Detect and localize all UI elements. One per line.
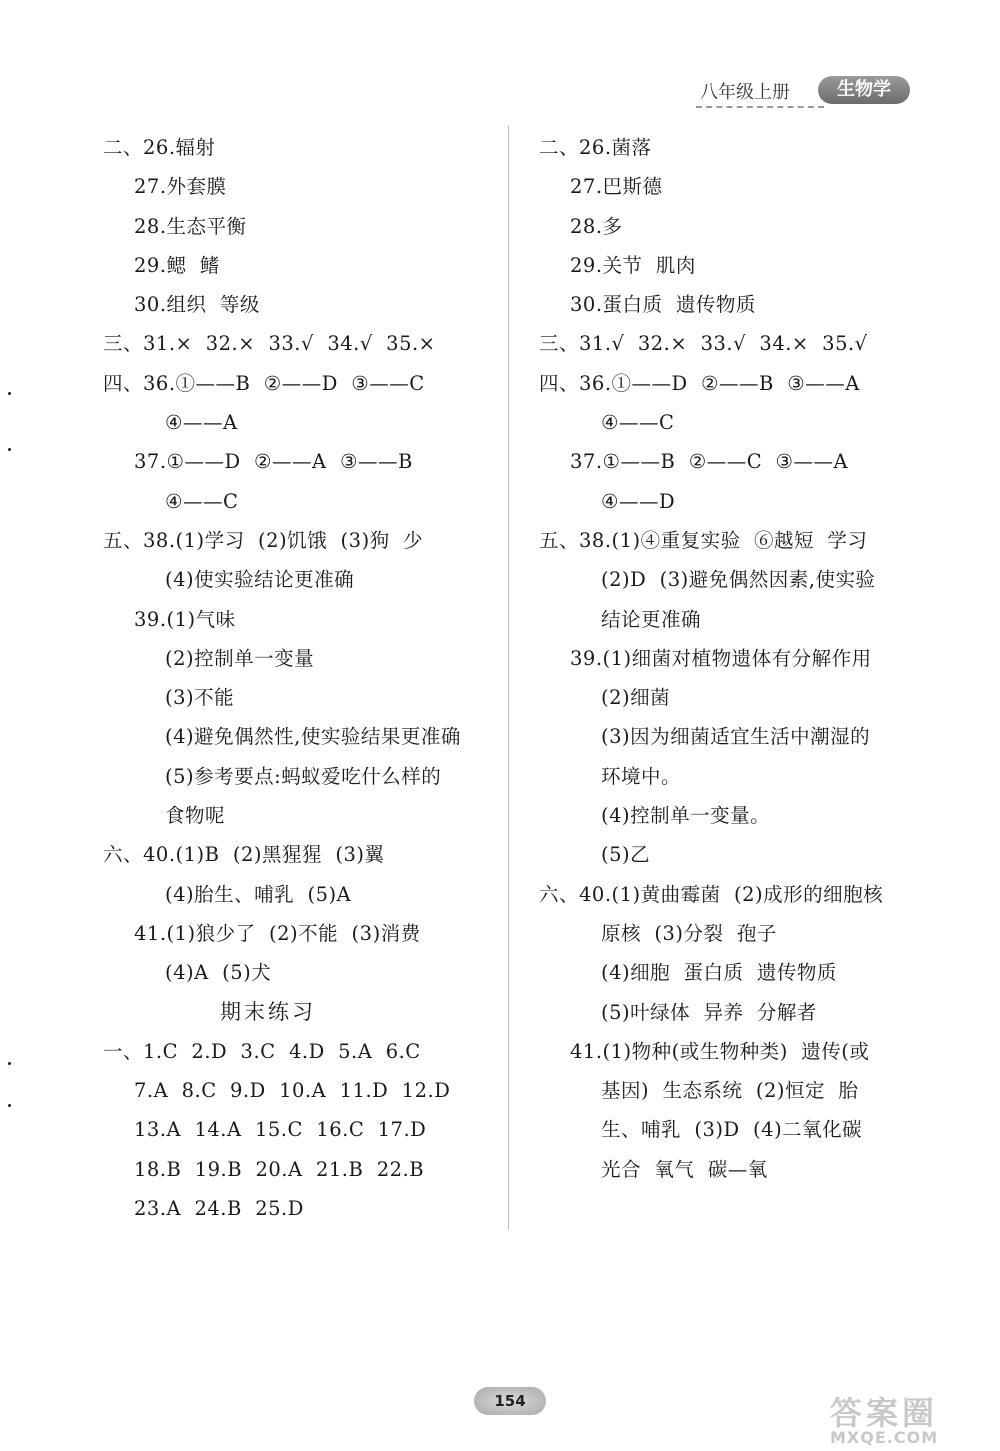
scan-speck bbox=[8, 1062, 11, 1065]
answer-line: 五、38.(1)学习 (2)饥饿 (3)狗 少 bbox=[103, 528, 424, 552]
answer-line: 41.(1)狼少了 (2)不能 (3)消费 bbox=[134, 921, 421, 945]
answer-line: 39.(1)细菌对植物遗体有分解作用 bbox=[570, 646, 872, 670]
watermark-url: MXQE.COM bbox=[830, 1428, 939, 1447]
left-column bbox=[103, 128, 503, 1228]
scan-speck bbox=[8, 392, 11, 395]
answer-line: 二、26.辐射 bbox=[103, 136, 216, 159]
answer-line: 23.A 24.B 25.D bbox=[134, 1197, 304, 1221]
answer-line: 六、40.(1)黄曲霉菌 (2)成形的细胞核 bbox=[539, 882, 884, 906]
answer-line: (5)叶绿体 异养 分解者 bbox=[601, 1000, 817, 1024]
scan-speck bbox=[8, 1104, 11, 1107]
answer-line: (4)细胞 蛋白质 遗传物质 bbox=[601, 961, 837, 985]
answer-line: 37.①——D ②——A ③——B bbox=[134, 450, 413, 474]
page-header bbox=[696, 76, 916, 106]
answer-line: 39.(1)气味 bbox=[134, 607, 236, 631]
answer-line: ④——D bbox=[601, 489, 676, 513]
section-heading: 期末练习 bbox=[220, 999, 316, 1024]
answer-line: 41.(1)物种(或生物种类) 遗传(或 bbox=[570, 1039, 870, 1063]
answer-line: 基因) 生态系统 (2)恒定 胎 bbox=[601, 1079, 859, 1103]
answer-line: 四、36.①——D ②——B ③——A bbox=[539, 371, 860, 395]
answer-line: 原核 (3)分裂 孢子 bbox=[601, 921, 777, 945]
answer-line: 六、40.(1)B (2)黑猩猩 (3)翼 bbox=[103, 843, 385, 867]
answer-line: 结论更准确 bbox=[601, 607, 702, 631]
answer-line: (4)控制单一变量。 bbox=[601, 804, 771, 828]
subject-badge: 生物学 bbox=[818, 76, 910, 104]
answer-line: 30.蛋白质 遗传物质 bbox=[570, 293, 756, 317]
answer-line: 五、38.(1)④重复实验 ⑥越短 学习 bbox=[539, 528, 868, 552]
answer-line: (3)因为细菌适宜生活中潮湿的 bbox=[601, 725, 871, 749]
watermark-logo bbox=[830, 1388, 990, 1448]
answer-line: (3)不能 bbox=[165, 686, 235, 710]
scan-speck bbox=[8, 448, 11, 451]
answer-line: (2)细菌 bbox=[601, 686, 671, 710]
answer-line: 13.A 14.A 15.C 16.C 17.D bbox=[134, 1118, 427, 1142]
page-number: 154 bbox=[474, 1387, 546, 1415]
answer-line: 生、哺乳 (3)D (4)二氧化碳 bbox=[601, 1118, 863, 1142]
answer-line: 食物呢 bbox=[165, 804, 226, 828]
answer-line: 一、1.C 2.D 3.C 4.D 5.A 6.C bbox=[103, 1039, 421, 1063]
answer-line: ④——C bbox=[165, 489, 239, 513]
answer-line: (2)控制单一变量 bbox=[165, 646, 315, 670]
answer-line: 28.生态平衡 bbox=[134, 214, 247, 238]
grade-label: 八年级上册 bbox=[700, 82, 790, 103]
answer-line: 二、26.菌落 bbox=[539, 136, 652, 159]
answer-line: 37.①——B ②——C ③——A bbox=[570, 450, 849, 474]
answer-line: 29.关节 肌肉 bbox=[570, 253, 696, 277]
answer-line: 27.巴斯德 bbox=[570, 175, 663, 199]
answer-line: 四、36.①——B ②——D ③——C bbox=[103, 371, 425, 395]
answer-line: 光合 氧气 碳—氧 bbox=[601, 1157, 768, 1181]
answer-line: 三、31.√ 32.× 33.√ 34.× 35.√ bbox=[539, 332, 868, 356]
answer-line: (2)D (3)避免偶然因素,使实验 bbox=[601, 568, 876, 592]
header-rule bbox=[696, 106, 824, 108]
answer-line: ④——C bbox=[601, 411, 675, 435]
right-column bbox=[539, 128, 959, 1189]
answer-line: (5)乙 bbox=[601, 843, 651, 867]
answer-line: 18.B 19.B 20.A 21.B 22.B bbox=[134, 1157, 425, 1181]
column-divider bbox=[508, 125, 509, 1230]
watermark-text: 答案圈 bbox=[830, 1394, 939, 1432]
answer-line: 环境中。 bbox=[601, 764, 682, 788]
answer-line: 7.A 8.C 9.D 10.A 11.D 12.D bbox=[134, 1079, 451, 1103]
answer-line: 27.外套膜 bbox=[134, 175, 227, 199]
answer-line: 29.鳃 鳍 bbox=[134, 253, 220, 277]
answer-line: 28.多 bbox=[570, 214, 623, 238]
answer-line: (4)A (5)犬 bbox=[165, 961, 272, 985]
answer-line: 30.组织 等级 bbox=[134, 293, 260, 317]
answer-line: ④——A bbox=[165, 411, 238, 435]
answer-line: (5)参考要点:蚂蚁爱吃什么样的 bbox=[165, 764, 442, 788]
answer-line: (4)胎生、哺乳 (5)A bbox=[165, 882, 352, 906]
answer-line: 三、31.× 32.× 33.√ 34.√ 35.× bbox=[103, 332, 436, 356]
answer-line: (4)避免偶然性,使实验结果更准确 bbox=[165, 725, 461, 749]
answer-line: (4)使实验结论更准确 bbox=[165, 568, 355, 592]
